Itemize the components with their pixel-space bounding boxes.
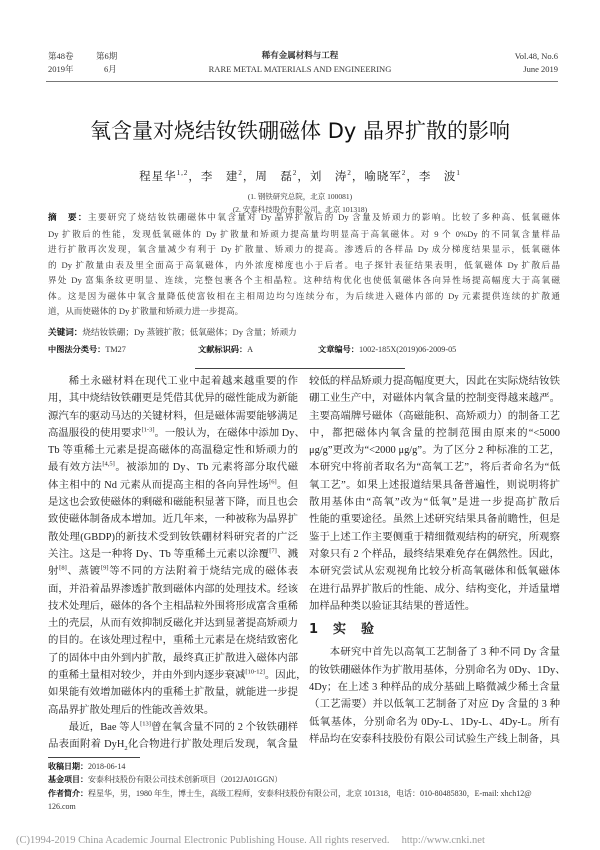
text-run: 硼工业生产中，对磁体内氧含量的控制变得越来越严。 xyxy=(309,393,560,405)
text-line xyxy=(309,546,560,563)
text-line xyxy=(309,714,560,731)
text-line xyxy=(48,408,298,425)
journal-issue-info xyxy=(48,50,117,76)
body-column-right xyxy=(309,373,566,748)
text-line xyxy=(48,632,298,649)
text-line xyxy=(309,679,560,696)
text-line xyxy=(48,667,307,684)
abstract-line xyxy=(48,289,560,305)
text-run: （工艺需要）并以低氧工艺制备了对应 Dy 含量的 3 种 xyxy=(309,699,560,711)
journal-name-cn: 稀有金属材料与工程 xyxy=(261,51,339,61)
affiliation-1: (1. 钢铁研究总院，北京 100081) xyxy=(247,192,353,201)
text-run: 、溅 xyxy=(276,548,299,560)
text-line xyxy=(309,494,560,511)
text-run: 的重稀土量相对较少，并由外到内逐步衰减 xyxy=(48,670,246,682)
text-line xyxy=(309,511,560,528)
text-run: 了的固体中由外到内扩散，最终真正扩散进入磁体内部 xyxy=(48,652,298,664)
text-line xyxy=(48,719,298,736)
text-run: 关注。这是一种将 Dy、Tb 等重稀土元素以涂覆 xyxy=(48,548,270,560)
text-run: 射 xyxy=(48,566,60,578)
citation-ref: [4,5] xyxy=(102,461,115,469)
text-run: 等不同的方法附着于烧结完成的磁体表 xyxy=(108,566,299,578)
author-bio-cont: 126.com xyxy=(48,802,76,812)
text-line xyxy=(48,529,298,546)
text-run: 。被添加的 Dy、Tb 元素将部分取代磁 xyxy=(114,462,299,474)
text-line xyxy=(309,459,560,476)
citation-ref: [9] xyxy=(100,564,109,572)
author-name: 李 波 xyxy=(418,171,457,183)
text-run: 体主相中的 Nd 元素从而提高主相的各向异性场 xyxy=(48,479,270,491)
text-line xyxy=(48,425,305,442)
text-run: 化合物进行扩散处理后发现，氧含量 xyxy=(127,739,298,751)
abstract-text: 的 Dy 扩散量由表及里全面高于高氧磁体，内外浓度梯度也小于后者。电子探针表征结果表明，低氧磁体 Dy 扩散后晶 xyxy=(48,259,560,270)
received-date: 收稿日期：2018-06-14 xyxy=(48,762,126,771)
abstract-text: 主要研究了烧结钕铁硼磁体中氧含量对 Dy 晶界扩散后的 Dy 含量及矫顽力的影响。比较了多种高、低氧磁体 xyxy=(87,212,560,222)
abstract xyxy=(48,210,560,320)
citation-ref: [8] xyxy=(59,564,67,572)
abstract-line xyxy=(48,210,560,227)
text-run: 面，并沿着晶界渗透扩散到磁体内部的处理技术。经该 xyxy=(48,583,298,595)
text-run: 本研究中将前者取名为“高氧工艺”，将后者命名为“低 xyxy=(309,462,560,474)
text-line xyxy=(309,442,560,459)
abstract-line xyxy=(48,304,560,320)
abstract-divider xyxy=(195,368,405,369)
text-line xyxy=(309,696,560,713)
author-affiliation-mark: 1,2 xyxy=(176,169,189,178)
text-run: 曾在氧含量不同的 2 个钕铁硼样 xyxy=(150,721,298,733)
author-name: 程星华 xyxy=(139,171,177,183)
author-name: 周 磊 xyxy=(255,171,293,183)
text-run: μg/g”更改为“<2000 μg/g”。为了区分 2 种标准的工艺， xyxy=(309,445,560,457)
text-run: 稀土永磁材料在现代工业中起着越来越重要的作 xyxy=(68,376,298,387)
text-run: 是这也会致使磁体的剩磁和磁能积显著下降，而且也会 xyxy=(48,497,298,509)
text-run: 的目的。在该处理过程中，重稀土元素是在烧结致密化 xyxy=(48,635,298,647)
text-run: 较低的样品矫顽力提高幅度更大，因此在实际烧结钕铁 xyxy=(309,376,560,387)
text-line xyxy=(48,459,298,476)
citation-ref: [6] xyxy=(269,478,277,486)
cnki-link[interactable]: http://www.cnki.net xyxy=(401,835,485,846)
text-run: 主要高端牌号磁体（高磁能积、高矫顽力）的制备工艺 xyxy=(309,410,560,422)
author-affiliation-mark: 2 xyxy=(238,169,243,178)
author-affiliation-mark: 2 xyxy=(347,169,352,178)
text-run: 、蒸镀 xyxy=(66,566,101,578)
paragraph xyxy=(309,644,566,748)
abstract-text: 道，从而使磁体的 Dy 扩散量和矫顽力进一步提高。 xyxy=(48,306,244,316)
doc-code-value: A xyxy=(247,345,254,354)
copyright-notice xyxy=(16,834,485,847)
footnotes xyxy=(48,760,562,814)
text-run: 散用基体由“高氧”改为“低氧”是进一步提高扩散后 xyxy=(309,497,560,509)
text-line xyxy=(48,563,298,580)
abstract-line xyxy=(48,258,560,274)
text-run: 。因此， xyxy=(264,670,307,682)
text-line xyxy=(48,581,298,598)
citation-ref: [7] xyxy=(269,547,277,555)
journal-name-en: RARE METAL MATERIALS AND ENGINEERING xyxy=(208,64,392,74)
text-line xyxy=(309,425,560,442)
fund-info: 基金项目：安泰科技股份有限公司技术创新项目（2012JA01GGN） xyxy=(48,775,283,785)
journal-name xyxy=(150,50,450,76)
year: 2019年 xyxy=(48,64,74,74)
month: 6月 xyxy=(104,64,117,74)
text-run: 土的壳层，从而有效抑制反磁化并达到显著提高矫顽力 xyxy=(48,618,298,630)
keywords-value: 烧结钕铁硼；Dy 蒸镀扩散；低氧磁体；Dy 含量；矫顽力 xyxy=(82,327,297,337)
clc-label: 中图法分类号： xyxy=(48,344,106,354)
citation-ref: [10-12] xyxy=(245,668,265,676)
text-line xyxy=(309,373,560,390)
text-run: 品表面附着 DyH xyxy=(48,739,125,751)
text-run: 样品均在安泰科技股份有限公司试验生产线上制备，具 xyxy=(309,733,560,745)
text-run: 最有效方法 xyxy=(48,462,103,474)
article-no-value: 1002-185X(2019)06-2009-05 xyxy=(358,345,457,354)
citation-ref: [1-3] xyxy=(141,426,155,434)
text-line xyxy=(48,511,298,528)
text-line xyxy=(48,650,298,667)
text-line xyxy=(48,615,298,632)
text-run: 如果能有效增加磁体内的重稀土扩散量，就能进一步提 xyxy=(48,687,298,699)
text-line xyxy=(309,390,560,407)
abstract-line xyxy=(48,227,560,243)
text-run: 加样品种类以验证其结果的普适性。 xyxy=(309,600,476,612)
text-run: 散处理(GBDP)的新技术受到钕铁硼材料研究者的广泛 xyxy=(48,531,298,543)
clc-value: TM27 xyxy=(105,345,126,354)
author-bio: 作者简介：程星华，男，1980 年生，博士生，高级工程师，安泰科技股份有限公司，北京 101318，电话：010-80485830，E-mail: xhch12@ xyxy=(48,788,532,798)
text-run: 高晶界扩散处理后的性能改善效果。 xyxy=(48,704,215,716)
author-affiliation-mark: 2 xyxy=(292,169,298,178)
paragraph xyxy=(48,373,307,719)
footnote-divider xyxy=(48,757,140,758)
author-name: 李 建 xyxy=(200,171,239,183)
text-line xyxy=(309,581,560,598)
text-run: 用，其中烧结钕铁硼更是凭借其优异的磁性能成为新能 xyxy=(48,393,298,405)
copyright-text: (C)1994-2019 China Academic Journal Electronic Publishing House. All rights reserved. xyxy=(16,835,390,846)
paragraph xyxy=(309,373,560,615)
vol-no-en: Vol.48, No.6 xyxy=(514,51,558,61)
citation-ref: [13] xyxy=(140,720,151,728)
text-run: 中，都把磁体内氧含量的控制范围由原来的“<5000 xyxy=(309,427,560,439)
subscript: 2 xyxy=(124,745,128,753)
abstract-text: 进行扩散再次发现，氧含量减少有利于 Dy 扩散量、矫顽力的提高。渗透后的各样品 Dy 成分梯度结果显示，低氧磁体 xyxy=(48,244,560,254)
text-run: 技术处理后，磁体的各个主相晶粒外围将形成富含重稀 xyxy=(48,600,298,612)
text-line xyxy=(48,546,298,563)
text-run: 性能的重要途径。虽然上述研究结果具备前瞻性，但是 xyxy=(309,514,560,526)
text-run: 源汽车的驱动马达的关键材料，但是磁体需要能够满足 xyxy=(48,410,298,422)
keywords-label: 关键词： xyxy=(48,328,83,338)
text-run: 4Dy；在上述 3 种样品的成分基础上略微减少稀土含量 xyxy=(309,682,560,694)
text-line xyxy=(309,563,560,580)
text-line xyxy=(48,477,298,494)
abstract-line xyxy=(48,273,560,289)
text-run: 在进行晶界扩散后的性能、成分、结构变化，并适量增 xyxy=(309,583,560,595)
author-affiliation-mark: 1 xyxy=(456,169,461,178)
author-list: 程星华$^{1,2}$，李 建$^2$，周 磊$^2$，刘 涛$^2$，喻晓军$^2$，李 波$^1$ xyxy=(139,169,461,183)
issue: 第6期 xyxy=(96,51,118,61)
text-run: 最近，Bae 等人 xyxy=(68,721,141,733)
text-line xyxy=(309,408,560,425)
volume: 第48卷 xyxy=(48,51,74,61)
abstract-text: 体。这是因为磁体中氧含量降低使富钕相在主相周边均匀连续分布，为后续进入磁体内部的 Dy 元素提供连续的扩散通 xyxy=(48,290,560,301)
text-run: 对象只有 2 个样品，最终结果难免存在偶然性。因此， xyxy=(309,548,560,560)
text-line xyxy=(309,662,566,679)
text-line xyxy=(48,702,298,719)
text-run: 氧工艺”。如果上述报道结果具备普遍性，则说明将扩 xyxy=(309,479,560,491)
header-divider xyxy=(46,81,558,82)
journal-issue-info-en xyxy=(515,50,558,76)
text-run: 本研究中首先以高氧工艺制备了 3 种不同 Dy 含量 xyxy=(329,647,560,659)
text-run: 致使磁体制备成本增加。近几年来，一种被称为晶界扩 xyxy=(48,514,298,526)
text-line xyxy=(309,477,560,494)
text-run: Tb 等重稀土元素是提高磁体的高温稳定性和矫顽力的 xyxy=(48,445,298,457)
classification-info xyxy=(48,344,560,355)
text-line xyxy=(48,684,298,701)
abstract-line xyxy=(48,242,560,258)
text-line xyxy=(48,598,298,615)
abstract-text: Dy 扩散后的性能，发现低氧磁体的 Dy 扩散量和矫顽力提高量均明显高于高氧磁体。对 9 个 0%Dy 的不同氧含量样品 xyxy=(48,228,560,239)
text-line xyxy=(48,442,298,459)
text-line xyxy=(48,494,298,511)
author-name: 喻晓军 xyxy=(364,171,402,183)
text-line xyxy=(309,598,560,615)
paragraph xyxy=(48,719,298,754)
text-run: 。一般认为，在磁体中添加 Dy、 xyxy=(154,427,305,439)
text-line xyxy=(48,736,298,753)
author-affiliation-mark: 2 xyxy=(401,169,407,178)
keywords xyxy=(48,326,560,338)
affiliation-2: (2. 安泰科技股份有限公司，北京 101318) xyxy=(232,205,368,214)
text-run: 。但 xyxy=(276,479,299,491)
author-name: 刘 涛 xyxy=(309,171,348,183)
paper-title: 氧含量对烧结钕铁硼磁体 Dy 晶界扩散的影响 xyxy=(90,119,510,143)
text-run: 本研究尝试从宏观视角比较分析高氧磁体和低氧磁体 xyxy=(309,566,560,578)
text-run: 的钕铁硼磁体作为扩散用基体，分别命名为 0Dy、1Dy、 xyxy=(309,664,566,676)
text-line xyxy=(309,644,560,661)
date-en: June 2019 xyxy=(523,64,558,74)
text-line xyxy=(309,731,560,748)
body-column-left xyxy=(48,373,307,754)
abstract-text: 界处 Dy 富集条纹更明显、连续，完整包裹各个主相晶粒。这种结构优化也使低氧磁体各向异性场提高幅度大于高氧磁 xyxy=(48,275,560,285)
text-line xyxy=(309,529,560,546)
text-line xyxy=(48,390,298,407)
text-run: 低氧基体，分别命名为 0Dy-L、1Dy-L、4Dy-L。所有 xyxy=(309,716,560,728)
abstract-label: 摘 要： xyxy=(48,213,88,223)
text-run: 高温服役的使用要求 xyxy=(48,427,142,439)
article-no-label: 文章编号： xyxy=(318,344,359,354)
section-heading: 1 实 验 xyxy=(309,622,376,638)
text-run: 鉴于上述工作主要侧重于精细微观结构的研究，所观察 xyxy=(309,531,560,543)
doc-code-label: 文献标识码： xyxy=(198,344,248,354)
text-line xyxy=(48,373,298,390)
